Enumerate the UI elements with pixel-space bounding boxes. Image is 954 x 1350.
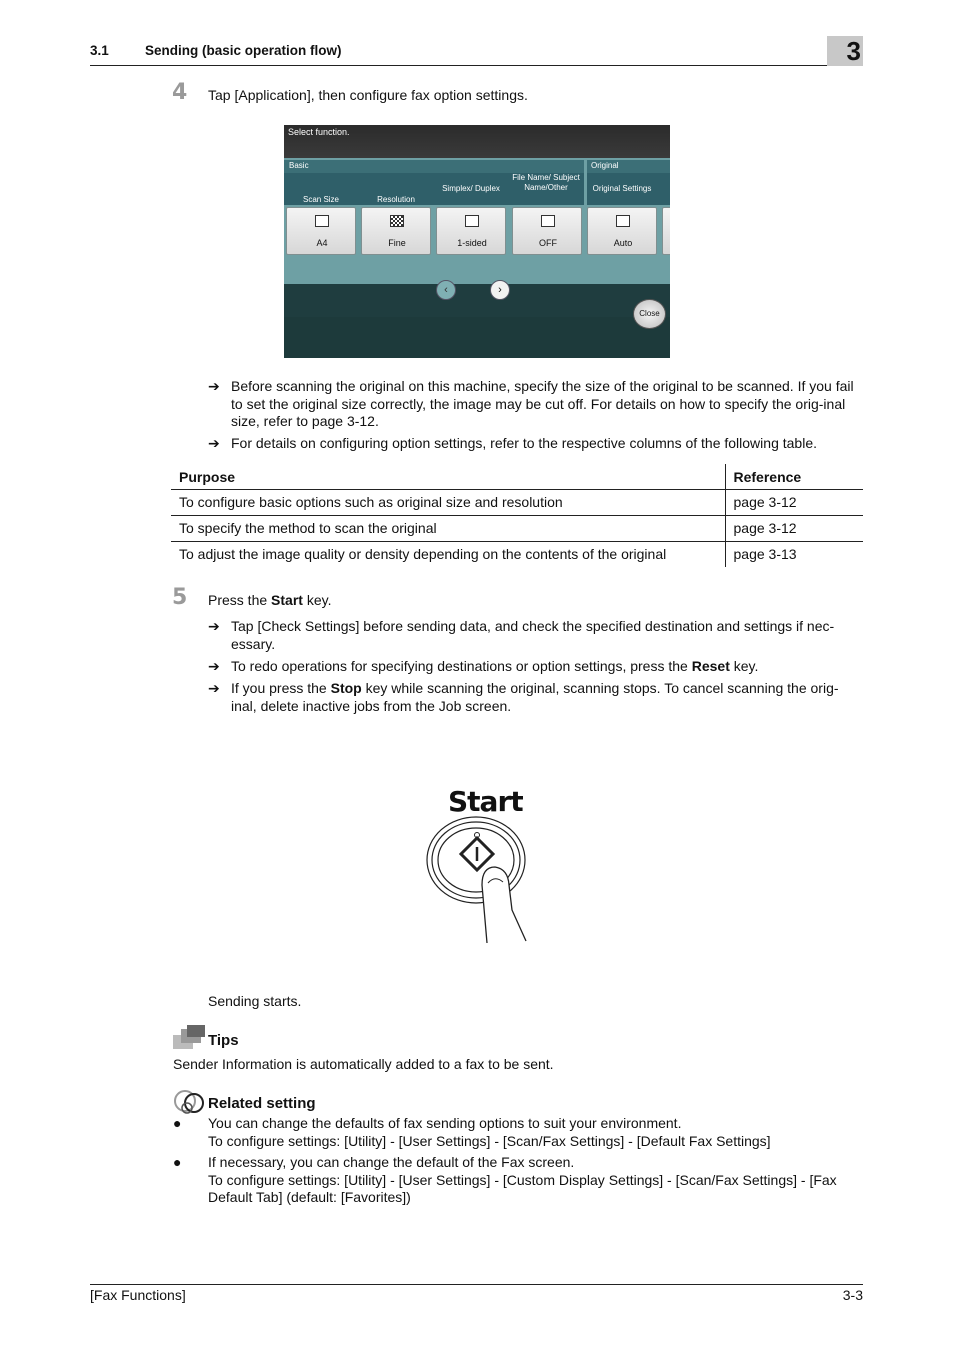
- step-number-5: 5: [172, 585, 188, 610]
- close-button[interactable]: Close: [633, 299, 666, 329]
- group-original-header: Original: [587, 160, 670, 173]
- tips-icon: [173, 1025, 207, 1055]
- bullet-icon: ●: [173, 1115, 182, 1131]
- tips-title: Tips: [208, 1032, 239, 1049]
- resolution-icon: [390, 215, 404, 227]
- fn-label-simplex: Simplex/ Duplex: [442, 184, 500, 193]
- reference-table: [171, 464, 863, 567]
- table-header-purpose: Purpose: [171, 464, 725, 489]
- related-setting-title: Related setting: [208, 1095, 316, 1112]
- step5-note-3: ➔ If you press the Stop key while scanning the original, scanning stops. To cancel scanning the orig-inal, delete inactive jobs from the Job screen.: [208, 680, 839, 714]
- fn-label-original-settings: Original Settings: [592, 184, 652, 193]
- fn-label-resolution: Resolution: [377, 195, 415, 204]
- group-basic-header: Basic: [284, 160, 584, 173]
- screen-title: Select function.: [288, 127, 350, 137]
- simplex-duplex-button[interactable]: 1-sided: [436, 207, 506, 255]
- table-row: To specify the method to scan the original page 3-12: [171, 515, 863, 541]
- table-row: To adjust the image quality or density depending on the contents of the original page 3-13: [171, 541, 863, 567]
- scan-size-button[interactable]: A4: [286, 207, 356, 255]
- envelope-icon: [541, 215, 555, 227]
- section-title: Sending (basic operation flow): [145, 43, 342, 58]
- fn-label-file-name: File Name/ Subject Name/Other: [512, 173, 580, 192]
- tips-text: Sender Information is automatically added to a fax to be sent.: [173, 1056, 554, 1072]
- step4-note-1: ➔ Before scanning the original on this machine, specify the size of the original to be scanned. If you fail to set the original size correctly, the image may be cut off. For details on how to specify the orig-inal size, refer to page 3-12.: [208, 378, 854, 429]
- device-screen: [284, 125, 670, 358]
- arrow-icon: ➔: [208, 680, 220, 696]
- screen-title-bar: [284, 125, 670, 158]
- scan-size-icon: [315, 215, 329, 227]
- related-setting-icon: [173, 1088, 207, 1116]
- page-footer: [90, 1284, 863, 1303]
- page-header: [90, 36, 863, 66]
- footer-manual-name: [Fax Functions]: [90, 1287, 186, 1303]
- fn-label-scan-size: Scan Size: [302, 195, 340, 204]
- bullet-icon: ●: [173, 1154, 182, 1170]
- file-name-button[interactable]: OFF: [512, 207, 582, 255]
- section-number: 3.1: [90, 43, 109, 58]
- resolution-button[interactable]: Fine: [361, 207, 431, 255]
- step4-text: Tap [Application], then configure fax option settings.: [208, 87, 528, 103]
- arrow-icon: ➔: [208, 435, 220, 451]
- step-number-4: 4: [172, 80, 188, 105]
- partial-next-button[interactable]: [662, 207, 670, 255]
- related-item-2: If necessary, you can change the default of the Fax screen. To configure settings: [Utility] - [User Settings] - [Custom Display Settings] - [Scan/Fax Settings] - [Fax Default Tab] (default: [Favorites]): [208, 1154, 837, 1205]
- arrow-icon: ➔: [208, 378, 220, 394]
- start-key-label: Start: [448, 785, 523, 818]
- start-key-illustration: [420, 785, 532, 945]
- step5-note-1: ➔ Tap [Check Settings] before sending data, and check the specified destination and settings if nec-essary.: [208, 618, 835, 652]
- table-header-row: [171, 464, 863, 489]
- simplex-duplex-icon: [465, 215, 479, 227]
- step5-note-2: ➔ To redo operations for specifying destinations or option settings, press the Reset key.: [208, 658, 759, 674]
- next-page-icon[interactable]: ›: [490, 280, 510, 300]
- original-settings-icon: [616, 215, 630, 227]
- prev-page-icon[interactable]: ‹: [436, 280, 456, 300]
- step5-text: Press the Start key.: [208, 592, 332, 608]
- chapter-number: 3: [827, 36, 863, 66]
- table-row: To configure basic options such as original size and resolution page 3-12: [171, 489, 863, 515]
- arrow-icon: ➔: [208, 618, 220, 634]
- related-item-1: You can change the defaults of fax sending options to suit your environment. To configure settings: [Utility] - [User Settings] - [Scan/Fax Settings] - [Default Fax Settings]: [208, 1115, 771, 1149]
- start-button-icon: [420, 785, 532, 945]
- arrow-icon: ➔: [208, 658, 220, 674]
- footer-page-number: 3-3: [842, 1287, 863, 1303]
- step4-note-2: ➔ For details on configuring option settings, refer to the respective columns of the following table.: [208, 435, 817, 451]
- original-settings-button[interactable]: Auto: [587, 207, 657, 255]
- table-header-reference: Reference: [725, 464, 863, 489]
- sending-starts-text: Sending starts.: [208, 993, 302, 1009]
